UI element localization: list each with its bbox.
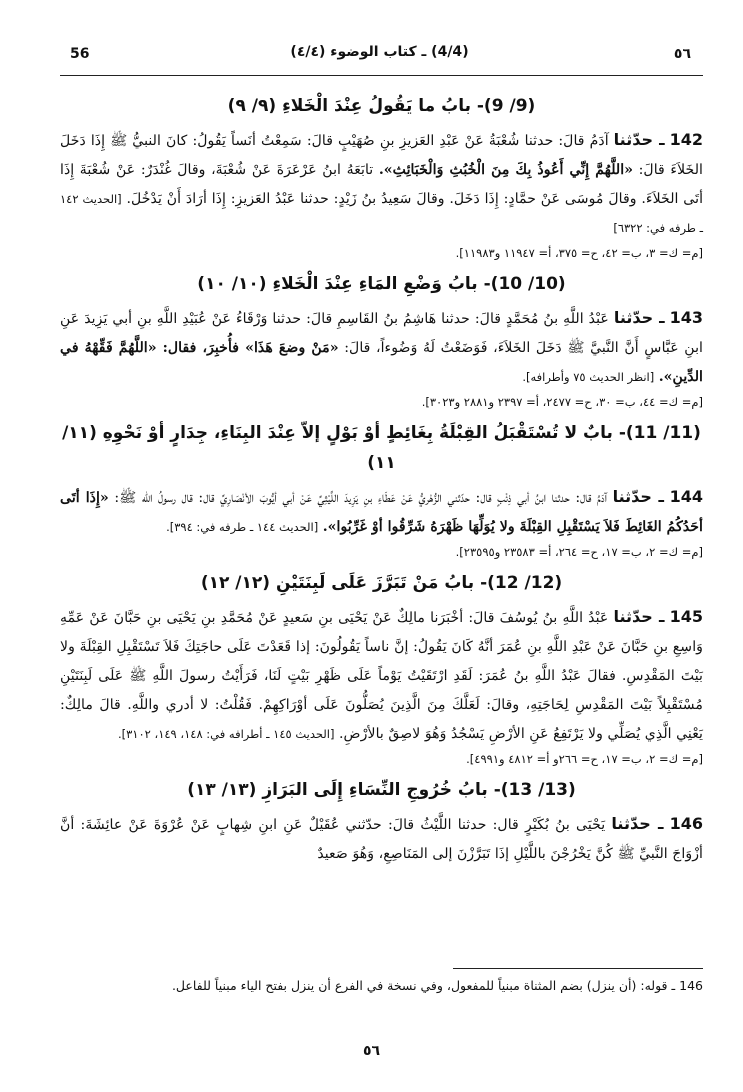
hadith-paragraph — [60, 809, 703, 869]
chapter-heading: (10/ 10)- بابُ وَضْعِ المَاءِ عِنْدَ الْخَلاءِ (١٠/ ١٠) — [197, 274, 566, 294]
hadith-references: [م= ك= ٤٤، ب= ٣٠، ح= ٢٤٧٧، أ= ٢٣٩٧ و٢٨٨١ و٣٠٢٣]. — [421, 395, 703, 409]
hadith-number: 143 — [669, 308, 703, 327]
haddathana-word: ـ حدّثنا — [613, 130, 665, 149]
hadith-references: [م= ك= ٢، ب= ١٧، ح= ٢٦٦و أ= ٤٨١٢ و٤٩٩١]. — [466, 752, 703, 766]
main-text — [60, 85, 703, 869]
hadith-references: [م= ك= ٢، ب= ١٧، ح= ٢٦٤، أ= ٢٣٥٨٣ و٢٣٥٩٥]. — [455, 545, 703, 559]
hadith-text: آدَمُ قالَ: حدثنا شُعْبَةُ عَنْ عَبْدِ العَزيزِ بنِ صُهَيْبٍ قالَ: سَمِعْتُ أنَساً يَقُولُ: كانَ النبيُّ ﷺ إِذَا دَخَلَ الخَلاَءَ قالَ: — [60, 133, 703, 178]
hadith-note: [الحديث ١٤٢ ـ طرفه في: ٦٣٢٢] — [60, 192, 703, 235]
hadith-note: [الحديث ١٤٥ ـ أطرافه في: ١٤٨، ١٤٩، ٣١٠٢]. — [117, 727, 335, 741]
footnote: 146 ـ قوله: (أن ينزل) بضم المثناة مبنياً للمفعول، وفي نسخة في الفرع أن ينزل بفتح الياء مبنياً للفاعل. — [171, 978, 703, 993]
hadith-paragraph — [60, 303, 703, 412]
hadith-text-continued: تابَعَهُ ابنُ عَرْعَرَةَ عَنْ شُعْبَةَ، وقالَ غُنْدَرٌ: عَنْ شُعْبَةَ إِذَا أتَى الخَلاَءَ. وقالَ مُوسَى عَنْ حمَّادٍ: إِذَا دَخَلَ. وقالَ سَعِيدُ بنُ زَيْدٍ: حدثنا عَبْدُ العَزيزِ: إِذَا أرَادَ أَنْ يَدْخُلَ. — [60, 162, 704, 207]
hadith-text: آدَمُ قال: حدثنا ابنُ أبي ذِئْبٍ قال: حدّثني الزُّهْريُّ عَنْ عَطَاءِ بنِ يَزِيدَ اللَّيْثِيِّ عَنْ أبي أيُّوبَ الأنْصَارِيِّ قال: قال رسولُ الله ﷺ: — [114, 490, 608, 506]
chapter-heading: (13/ 13)- بابُ خُرُوجِ النِّسَاءِ إِلَى البَرَازِ (١٣/ ١٣) — [187, 780, 576, 800]
haddathana-word: ـ حدّثنا — [613, 607, 665, 626]
haddathana-word: ـ حدّثنا — [611, 814, 664, 833]
hadith-text: يَحْيَى بنُ بُكَيْرٍ قال: حدثنا اللَّيْثُ قالَ: حدّثني عُقَيْلٌ عَنِ ابنِ شِهابٍ عَنْ عُرْوَةَ عَنْ عائِشَةَ: أنَّ أزْوَاجَ النَّبيِّ ﷺ كُنَّ يَخْرُجْنَ باللَّيْلِ إذَا تَبَرَّزْنَ إلى المَنَاصِعِ، وَهُوَ صَعيدٌ — [60, 817, 703, 862]
chapter-heading: (11/ 11)- بابٌ لا تُسْتَقْبَلُ القِبْلَةُ بِغَائِطٍ أوْ بَوْلٍ إلاّ عِنْدَ البِنَاءِ، جِدَارٍ أوْ نَحْوِهِ (١١/ ١١) — [62, 423, 701, 473]
prophetic-quote: «مَنْ وضعَ هَذَا» فأُخبِرَ، فقال: «اللَّهُمَّ فَقِّهْهُ في الدِّينِ». — [60, 340, 703, 385]
running-title: (4/4) ـ كتاب الوضوء (٤/٤) — [290, 44, 469, 60]
header-rule — [60, 75, 703, 76]
hadith-paragraph — [60, 482, 703, 562]
hadith-paragraph — [60, 125, 703, 263]
hadith-note: [انظر الحديث ٧٥ وأطرافه]. — [522, 370, 655, 384]
hadith-number: 145 — [669, 607, 703, 626]
footnote-rule — [453, 968, 703, 969]
page-number-arabic: ٥٦ — [673, 46, 691, 62]
prophetic-quote: «اللَّهُمَّ إِنِّي أَعُوذُ بِكَ مِنَ الْخُبُثِ وَالْخَبَائِثِ». — [378, 162, 634, 178]
hadith-number: 142 — [669, 130, 703, 149]
hadith-note: [الحديث ١٤٤ ـ طرفه في: ٣٩٤]. — [166, 520, 319, 534]
footer-page-number: ٥٦ — [362, 1043, 381, 1059]
haddathana-word: ـ حدّثنا — [613, 308, 665, 327]
hadith-text: عَبْدُ اللَّهِ بنُ مُحَمَّدٍ قالَ: حدثنا هَاشِمُ بنُ القَاسِمِ قالَ: حدثنا وَرْقَاءُ عَنْ عُبَيْدِ اللَّهِ بنِ أبي يَزِيدَ عَنِ ابنِ عَبَّاسٍ أَنَّ النَّبيَّ ﷺ دَخَلَ الخَلاَءَ، فَوَضَعْتُ لَهُ وَضُوءاً، قالَ: — [60, 311, 703, 356]
haddathana-word: ـ حدّثنا — [612, 487, 665, 506]
hadith-text: عَبْدُ اللَّهِ بنُ يُوسُفَ قالَ: أخْبَرَنا مالِكٌ عَنْ يَحْيَى بنِ سَعيدٍ عَنْ مُحَمَّدِ بنِ يَحْيَى بنِ حَبَّانَ عَنْ عَمِّهِ وَاسِعِ بنِ حَبَّانَ عَنْ عَبْدِ اللَّهِ بنِ عُمَرَ أنَّهُ كَانَ يَقُولُ: إنَّ ناساً يَقُولُونَ: إذا قَعَدْتَ عَلَى حاجَتِكَ فَلاَ تَسْتَقْبِلِ القِبْلَةَ ولا بَيْتَ المَقْدِسِ. فقالَ عَبْدُ اللَّهِ بنُ عُمَرَ: لَقَدِ ارْتَقَيْتُ يَوْماً عَلَى ظَهْرِ بَيْتٍ لَنَا، فَرَأَيْتُ رسولَ اللَّهِ ﷺ عَلَى لَبِنَتَيْنِ مُسْتَقْبِلاً بَيْتَ المَقْدِسِ لِحَاجَتِهِ، وقالَ: لَعَلَّكَ مِنَ الَّذِينَ يُصَلُّونَ عَلَى أوْرَاكِهِمْ. فَقُلْتُ: لا أدري واللَّهِ. قالَ مالِكٌ: يَعْنِي الَّذِي يُصَلِّي ولا يَرْتَفِعُ عَنِ الأرْضِ يَسْجُدُ وَهُوَ لاصِقٌ بالأرْضِ. — [60, 610, 703, 742]
hadith-references: [م= ك= ٣، ب= ٤٢، ح= ٣٧٥، أ= ١١٩٤٧ و١١٩٨٣]. — [455, 246, 703, 260]
hadith-number: 144 — [669, 487, 704, 506]
page-number-latin: 56 — [70, 46, 90, 62]
chapter-heading: (12/ 12)- بابُ مَنْ تَبَرَّزَ عَلَى لَبِنَتَيْنِ (١٢/ ١٢) — [200, 573, 563, 593]
chapter-heading: (9/ 9)- بابُ ما يَقُولُ عِنْدَ الْخَلاءِ (٩/ ٩) — [227, 96, 536, 116]
hadith-paragraph — [60, 602, 703, 769]
hadith-number: 146 — [669, 814, 704, 833]
prophetic-quote: «إِذَا أتَى أحَدُكُمُ الغَائِطَ فَلاَ يَسْتَقْبِلِ القِبْلَةَ ولا يُوَلِّهَا ظَهْرَهُ شَرِّقُوا أوْ غَرِّبُوا». — [60, 490, 703, 535]
page-header — [58, 40, 701, 70]
